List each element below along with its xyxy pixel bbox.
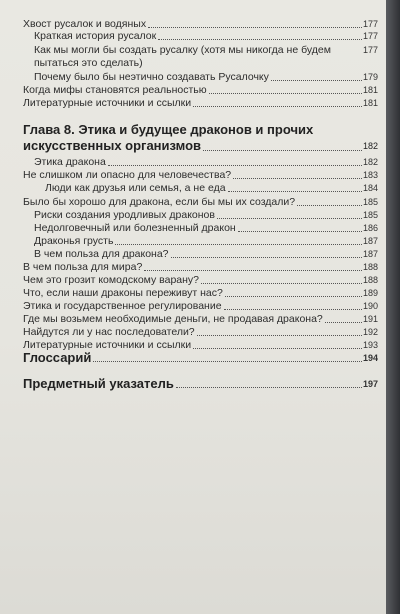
dot-leader — [171, 257, 362, 258]
toc-entry-title: Где мы возьмем необходимые деньги, не продавая дракона? — [23, 313, 323, 325]
toc-entry-page: 188 — [362, 275, 378, 285]
dot-leader — [148, 27, 362, 28]
dot-leader — [108, 165, 362, 166]
toc-entry-page: 179 — [362, 72, 378, 82]
toc-entry-page: 190 — [362, 301, 378, 311]
dot-leader — [225, 296, 362, 297]
toc-entry — [34, 71, 378, 83]
toc-entry — [23, 300, 378, 312]
toc-entry — [45, 182, 378, 194]
chapter-title-line1: Глава 8. Этика и будущее драконов и прочих — [23, 122, 314, 137]
toc-glossary-page: 194 — [362, 353, 378, 363]
toc-entry — [34, 248, 378, 260]
dot-leader — [144, 270, 362, 271]
dot-leader — [224, 309, 362, 310]
toc-entry-page: 177 — [362, 45, 378, 55]
toc-entry-page: 181 — [362, 85, 378, 95]
dot-leader — [325, 322, 362, 323]
toc-glossary-title: Глоссарий — [23, 350, 92, 365]
toc-entry — [34, 156, 378, 168]
dot-leader — [176, 387, 362, 388]
toc-entry-page: 186 — [362, 223, 378, 233]
toc-entry-title: Люди как друзья или семья, а не еда — [45, 182, 226, 194]
toc-index — [23, 378, 378, 390]
toc-entry-title: Недолговечный или болезненный дракон — [34, 222, 236, 234]
chapter-heading — [23, 122, 378, 154]
dot-leader — [203, 150, 362, 151]
toc-entry-title-continued: пытаться это сделать) — [34, 57, 143, 69]
toc-entry-line1 — [34, 44, 378, 56]
chapter-title-line2-row — [23, 138, 378, 154]
toc-entry — [23, 287, 378, 299]
chapter-title-line2: искусственных организмов — [23, 138, 202, 153]
dot-leader — [201, 283, 362, 284]
toc-entry — [34, 222, 378, 234]
toc-entry-title: Риски создания уродливых драконов — [34, 209, 215, 221]
toc-entry — [23, 274, 378, 286]
toc-entry-page: 191 — [362, 314, 378, 324]
page-edge-shadow — [386, 0, 400, 614]
toc-entry-page: 184 — [362, 183, 378, 193]
toc-entry-title: Найдутся ли у нас последователи? — [23, 326, 195, 338]
toc-entry — [23, 84, 378, 96]
toc-entry — [23, 18, 378, 30]
toc-entry-title: Почему было бы неэтично создавать Русалочку — [34, 71, 269, 83]
dot-leader — [158, 39, 362, 40]
toc-entry-page: 189 — [362, 288, 378, 298]
toc-entry-title: Чем это грозит комодскому варану? — [23, 274, 200, 286]
toc-entry-page: 181 — [362, 98, 378, 108]
toc-entry — [34, 30, 378, 42]
toc-entry-title: Что, если наши драконы переживут нас? — [23, 287, 223, 299]
toc-entry-page: 177 — [362, 19, 378, 29]
toc-entry-page: 177 — [362, 31, 378, 41]
dot-leader — [297, 205, 362, 206]
toc-index-page: 197 — [362, 379, 378, 389]
toc-glossary — [23, 352, 378, 364]
toc-entry — [23, 326, 378, 338]
dot-leader — [271, 80, 362, 81]
toc-entry — [23, 313, 378, 325]
toc-entry — [34, 235, 378, 247]
toc-entry-title: Было бы хорошо для дракона, если бы мы их создали? — [23, 196, 296, 208]
toc-entry-page: 185 — [362, 210, 378, 220]
toc-entry-page: 188 — [362, 262, 378, 272]
dot-leader — [115, 244, 362, 245]
toc-entry — [34, 209, 378, 221]
toc-entry-title: В чем польза для дракона? — [34, 248, 169, 260]
dot-leader — [193, 348, 362, 349]
toc-entry-title: Когда мифы становятся реальностью — [23, 84, 207, 96]
dot-leader — [93, 361, 362, 362]
toc-entry-title: Этика дракона — [34, 156, 106, 168]
toc-entry-page: 192 — [362, 327, 378, 337]
toc-entry — [23, 261, 378, 273]
toc-entry-title: Литературные источники и ссылки — [23, 97, 192, 109]
dot-leader — [228, 191, 362, 192]
toc-entry-title: В чем польза для мира? — [23, 261, 143, 273]
toc-entry-page: 183 — [362, 170, 378, 180]
chapter-page: 182 — [362, 141, 378, 151]
toc-entry-page: 187 — [362, 236, 378, 246]
toc-entry-title: Хвост русалок и водяных — [23, 18, 147, 30]
toc-entry — [23, 97, 378, 109]
dot-leader — [197, 335, 362, 336]
toc-entry-page: 182 — [362, 157, 378, 167]
dot-leader — [217, 218, 362, 219]
toc-entry — [23, 169, 378, 181]
toc-entry-title: Не слишком ли опасно для человечества? — [23, 169, 232, 181]
dot-leader — [193, 106, 362, 107]
dot-leader — [238, 231, 362, 232]
toc-entry-line2 — [34, 57, 378, 69]
toc-entry-title: Этика и государственное регулирование — [23, 300, 222, 312]
toc-entry-title: Краткая история русалок — [34, 30, 157, 42]
toc-entry-title: Драконья грусть — [34, 235, 114, 247]
dot-leader — [209, 93, 362, 94]
toc-index-title: Предметный указатель — [23, 376, 174, 391]
toc-entry-title: Как мы могли бы создать русалку (хотя мы никогда не будем — [34, 44, 331, 56]
toc-entry-page: 187 — [362, 249, 378, 259]
toc-entry-page: 185 — [362, 197, 378, 207]
toc-entry-title: Литературные источники и ссылки — [23, 339, 192, 351]
toc-entry — [23, 196, 378, 208]
toc-entry-page: 193 — [362, 340, 378, 350]
dot-leader — [233, 178, 362, 179]
